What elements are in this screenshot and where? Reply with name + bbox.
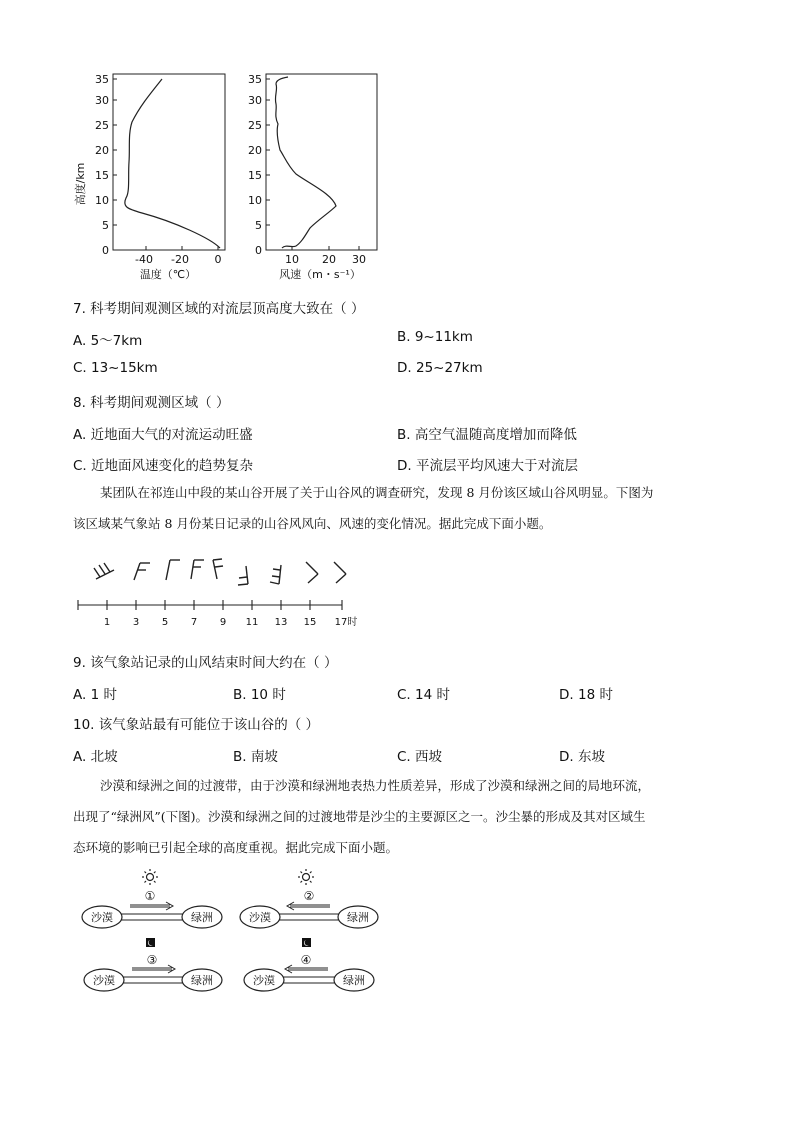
x-tick: -20 bbox=[171, 253, 189, 266]
oasis-label: 绿洲 bbox=[347, 911, 369, 924]
wind-barb-row bbox=[94, 559, 346, 585]
q8-option-c[interactable]: C. 近地面风速变化的趋势复杂 bbox=[73, 458, 254, 474]
y-tick: 15 bbox=[95, 169, 109, 182]
figure-profiles bbox=[70, 66, 390, 286]
x-tick: 10 bbox=[285, 253, 299, 266]
passage3-line2: 出现了“绿洲风”(下图)。沙漠和绿洲之间的过渡地带是沙尘的主要源区之一。沙尘暴的形成及其对区域生 bbox=[73, 809, 646, 824]
q10-option-c[interactable]: C. 西坡 bbox=[397, 749, 443, 765]
time-tick: 17时 bbox=[334, 617, 358, 628]
q9-option-d[interactable]: D. 18 时 bbox=[559, 687, 613, 703]
y-tick: 35 bbox=[248, 73, 262, 86]
wind-barb bbox=[191, 560, 204, 579]
q10-option-b[interactable]: B. 南坡 bbox=[233, 749, 278, 765]
wind-chart-frame bbox=[266, 74, 377, 250]
temperature-chart-ylabel: 高度/km bbox=[74, 162, 87, 206]
time-tick: 1 bbox=[103, 617, 111, 628]
y-tick: 0 bbox=[102, 244, 109, 257]
y-tick: 5 bbox=[255, 219, 262, 232]
wind-barb bbox=[238, 566, 248, 585]
y-tick: 30 bbox=[95, 94, 109, 107]
panel-number: ④ bbox=[300, 953, 312, 967]
x-tick: 0 bbox=[214, 253, 222, 266]
y-tick: 35 bbox=[95, 73, 109, 86]
y-tick: 0 bbox=[255, 244, 262, 257]
y-tick: 30 bbox=[248, 94, 262, 107]
x-tick: 20 bbox=[322, 253, 336, 266]
passage2-line1: 某团队在祁连山中段的某山谷开展了关于山谷风的调查研究，发现 8 月份该区域山谷风明显。下图为 bbox=[100, 485, 654, 500]
q7-option-b[interactable]: B. 9~11km bbox=[397, 329, 473, 345]
panel-number: ③ bbox=[146, 953, 158, 967]
wind-barb bbox=[334, 562, 346, 583]
arrow-right bbox=[130, 902, 173, 910]
time-tick: 9 bbox=[219, 617, 227, 628]
y-tick: 10 bbox=[95, 194, 109, 207]
desert-label: 沙漠 bbox=[253, 974, 275, 987]
wind-barb bbox=[94, 563, 114, 579]
time-tick: 3 bbox=[132, 617, 140, 628]
q9-option-c[interactable]: C. 14 时 bbox=[397, 687, 450, 703]
panel-2 bbox=[240, 869, 378, 928]
passage3-line1: 沙漠和绿洲之间的过渡带，由于沙漠和绿洲地表热力性质差异，形成了沙漠和绿洲之间的局地环流， bbox=[100, 778, 651, 793]
wind-speed-curve bbox=[275, 77, 336, 248]
time-tick: 13 bbox=[274, 617, 288, 628]
x-tick: 30 bbox=[352, 253, 366, 266]
wind-barb bbox=[270, 565, 281, 584]
q7-option-d[interactable]: D. 25~27km bbox=[397, 360, 483, 376]
time-tick: 15 bbox=[303, 617, 317, 628]
q8-option-a[interactable]: A. 近地面大气的对流运动旺盛 bbox=[73, 427, 253, 443]
oasis-label: 绿洲 bbox=[191, 911, 213, 924]
passage2-line2: 该区域某气象站 8 月份某日记录的山谷风风向、风速的变化情况。据此完成下面小题。 bbox=[73, 516, 552, 531]
y-tick: 5 bbox=[102, 219, 109, 232]
q10-option-a[interactable]: A. 北坡 bbox=[73, 749, 118, 765]
oasis-label: 绿洲 bbox=[191, 974, 213, 987]
y-tick: 15 bbox=[248, 169, 262, 182]
figure-wind-barbs bbox=[70, 550, 370, 636]
wind-barb bbox=[134, 563, 150, 580]
temperature-chart-frame bbox=[113, 74, 225, 250]
wind-barb bbox=[166, 560, 180, 580]
q10-option-d[interactable]: D. 东坡 bbox=[559, 749, 605, 765]
passage3-line3: 态环境的影响已引起全球的高度重视。据此完成下面小题。 bbox=[73, 840, 399, 855]
moon-icon bbox=[146, 938, 155, 947]
q9-option-a[interactable]: A. 1 时 bbox=[73, 687, 117, 703]
sun-icon bbox=[298, 869, 314, 885]
q9-stem: 9. 该气象站记录的山风结束时间大约在（ ） bbox=[73, 655, 338, 671]
y-tick: 20 bbox=[248, 144, 262, 157]
q7-option-a[interactable]: A. 5～7km bbox=[73, 333, 143, 349]
moon-icon bbox=[302, 938, 311, 947]
time-axis bbox=[78, 600, 342, 610]
desert-label: 沙漠 bbox=[249, 911, 271, 924]
q8-option-d[interactable]: D. 平流层平均风速大于对流层 bbox=[397, 458, 578, 474]
sun-icon bbox=[142, 869, 158, 885]
panel-4 bbox=[244, 938, 374, 991]
time-tick: 7 bbox=[190, 617, 198, 628]
y-tick: 25 bbox=[95, 119, 109, 132]
panel-number: ② bbox=[303, 889, 315, 903]
desert-label: 沙漠 bbox=[93, 974, 115, 987]
panel-3 bbox=[84, 938, 222, 991]
q9-option-b[interactable]: B. 10 时 bbox=[233, 687, 286, 703]
panel-number: ① bbox=[144, 889, 156, 903]
q8-stem: 8. 科考期间观测区域（ ） bbox=[73, 395, 230, 411]
panel-1 bbox=[82, 869, 222, 928]
y-tick: 25 bbox=[248, 119, 262, 132]
oasis-label: 绿洲 bbox=[343, 974, 365, 987]
wind-chart-xlabel: 风速（m・s⁻¹） bbox=[279, 268, 361, 281]
desert-label: 沙漠 bbox=[91, 911, 113, 924]
arrow-left bbox=[287, 902, 330, 910]
q7-stem: 7. 科考期间观测区域的对流层顶高度大致在（ ） bbox=[73, 301, 365, 317]
wind-barb bbox=[306, 562, 318, 583]
time-tick: 11 bbox=[245, 617, 259, 628]
q7-option-c[interactable]: C. 13~15km bbox=[73, 360, 158, 376]
y-tick: 20 bbox=[95, 144, 109, 157]
x-tick: -40 bbox=[135, 253, 153, 266]
temperature-chart-y-axis bbox=[113, 79, 117, 250]
time-tick: 5 bbox=[161, 617, 169, 628]
wind-barb bbox=[213, 559, 223, 579]
figure-oasis-wind bbox=[80, 868, 390, 1000]
y-tick: 10 bbox=[248, 194, 262, 207]
q10-stem: 10. 该气象站最有可能位于该山谷的（ ） bbox=[73, 717, 320, 733]
temperature-curve bbox=[125, 79, 220, 248]
q8-option-b[interactable]: B. 高空气温随高度增加而降低 bbox=[397, 427, 577, 443]
temperature-chart-xlabel: 温度（℃） bbox=[139, 268, 197, 281]
